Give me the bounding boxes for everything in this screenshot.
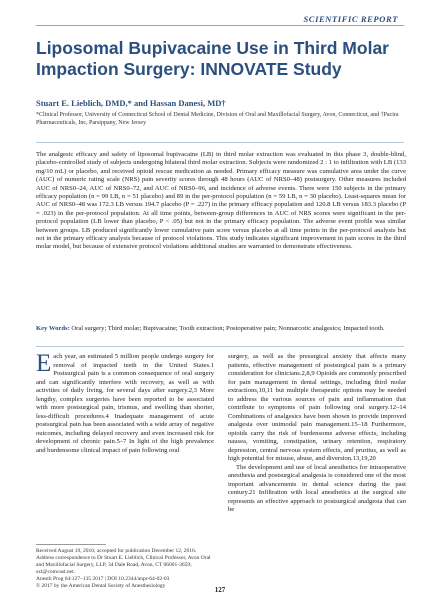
keywords-label: Key Words: xyxy=(36,325,70,332)
body-column-right xyxy=(228,353,406,515)
received-note: Received August 19, 2016; accepted for publication December 12, 2016. xyxy=(36,548,197,554)
correspondence-note: Address correspondence to Dr Stuart E. Lieblich, Clinical Professor, Avon Oral and Maxillofacial Surgery, LLP, 34 Dale Road, Avon, CT 06001-3659; sxl@comcast.net. xyxy=(36,555,211,575)
intro-text: ach year, an estimated 5 million people undergo surgery for removal of impacted teeth in the United States.1 Postsurgical pain is a common consequence of oral surgery and can significantly interfere with recovery, as well as with activities of daily living, for several days after surgery.2,3 More lengthy, complex surgeries have been reported to be associated with more postsurgical pain, trismus, and swelling than shorter, less-difficult procedures.4 Inadequate management of acute postsurgical pain has been associated with a wide array of negative outcomes, including delayed recovery and even increased risk for development of chronic pain.5–7 In light of the high prevalence and burdensome clinical impact of pain following oral xyxy=(36,353,214,454)
body-paragraph-2: The development and use of local anesthetics for intraoperative anesthesia and postsurgical analgesia is considered one of the most important advancements in dental science during the past century.21 Infiltration with local anesthetics at the surgical site represents an effective approach to postsurgical analgesia that can be xyxy=(228,463,406,513)
affiliation: *Clinical Professor, University of Connecticut School of Dental Medicine, Division of Oral and Maxillofacial Surgery, Avon, Connecticut, and †Pacira Pharmaceuticals, Inc, Parsippany, New Jersey xyxy=(36,112,399,126)
body-paragraph-1: surgery, as well as the presurgical anxiety that affects many patients, effective management of postsurgical pain is a primary consideration for clinicians.2,8,9 Opioids are commonly prescribed for pain management in dental settings, including third molar extractions,10,11 but multiple therapeutic options may be needed to address the various sources of pain and inflammation that contribute to symptoms of pain following oral surgery.12–14 Combinations of analgesics have been shown to provide improved analgesia over unimodal pain management.15–18 Furthermore, opioids carry the risk of burdensome adverse effects, including nausea, vomiting, constipation, urinary retention, respiratory depression, central nervous system effects, and pruritus, as well as high potential for misuse, abuse, and diversion.13,19,20 xyxy=(228,353,406,462)
section-tag: SCIENTIFIC REPORT xyxy=(303,14,398,24)
abstract-rule xyxy=(36,142,404,143)
keywords xyxy=(36,325,406,333)
citation-note: Anesth Prog 64:127–135 2017 | DOI 10.2344/anpr-64-02-03 xyxy=(36,576,170,582)
page-number: 127 xyxy=(214,586,226,594)
author-line: Stuart E. Lieblich, DMD,* and Hassan Danesi, MD† xyxy=(36,98,226,108)
drop-cap: E xyxy=(36,350,52,377)
header-rule xyxy=(36,25,404,26)
keywords-rule xyxy=(36,346,404,347)
intro-paragraph xyxy=(36,350,214,455)
keywords-text: Oral surgery; Third molar; Bupivacaine; Tooth extraction; Postoperative pain; Nonnarcotic analgesics; Impacted tooth. xyxy=(71,325,385,332)
abstract: The analgesic efficacy and safety of liposomal bupivacaine (LB) in third molar extraction was evaluated in this phase 3, double-blind, placebo-controlled study of subjects undergoing bilateral third molar extraction. Subjects were randomized 2 : 1 to infiltration with LB (133 mg/10 mL) or placebo, and received opioid rescue medication as needed. Primary efficacy measure was cumulative area under the curve (AUC) of numeric rating scale (NRS) pain severity scores through 48 hours (AUC of NRS0–48) postsurgery. Other measures included AUC of NRS0–24, AUC of NRS0–72, and AUC of NRS0–96, and incidence of adverse events. There were 150 subjects in the primary efficacy population (n = 99 LB, n = 51 placebo) and 89 in the per-protocol population (n = 59 LB, n = 30 placebo). Least-squares mean for AUC of NRS0–48 was 172.3 LB versus 194.7 placebo (P = .227) in the primary efficacy population and 120.8 LB versus 183.3 placebo (P = .023) in the per-protocol population. At all time points, between-group differences in AUC of NRS scores were significant in the per-protocol population (LB lower than placebo, P < .05) but not in the primary efficacy population. The adverse event profile was similar between groups. LB produced significantly lower cumulative pain score versus placebo at all time points in the per-protocol analysis but not in the primary efficacy analysis because of protocol violations. This study indicates significant improvement in pain scores in the third molar model, but because of extensive protocol violations additional studies are warranted to demonstrate effectiveness. xyxy=(36,151,406,251)
copyright-note: © 2017 by the American Dental Society of Anesthesiology xyxy=(36,583,166,589)
footnotes xyxy=(36,548,214,590)
body-column-left xyxy=(36,350,214,455)
article-title: Liposomal Bupivacaine Use in Third Molar Impaction Surgery: INNOVATE Study xyxy=(36,38,389,79)
footnote-rule xyxy=(36,544,106,545)
